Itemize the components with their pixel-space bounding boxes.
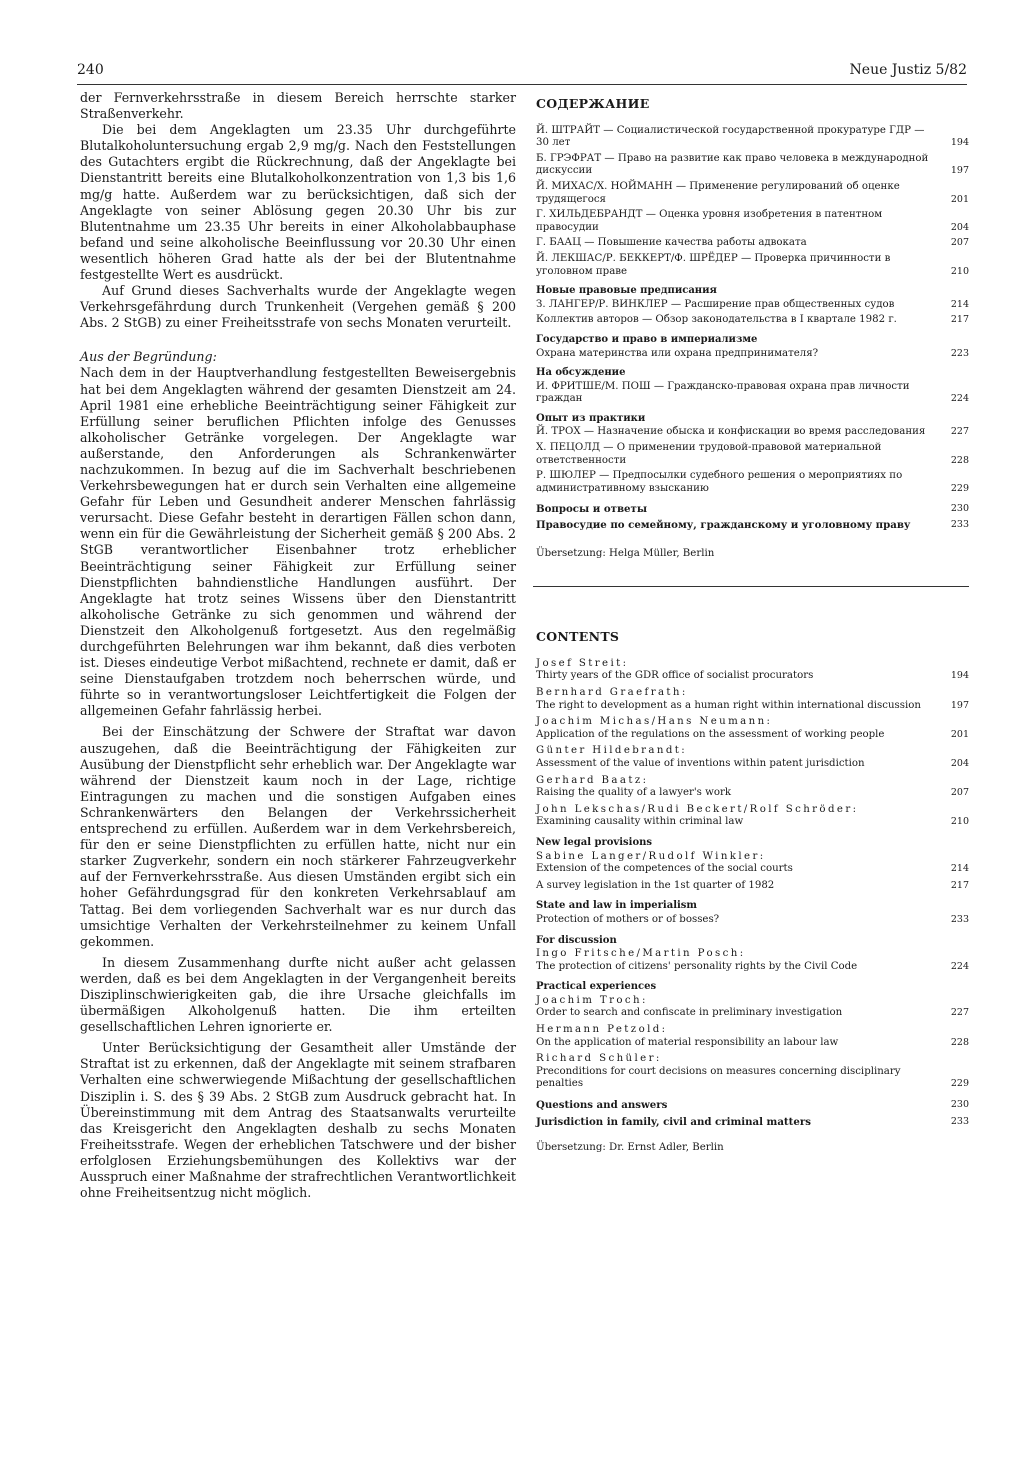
header-rule (77, 84, 967, 85)
paragraph: Auf Grund dieses Sachverhalts wurde der Angeklagte wegen Verkehrsgefährdung durch Trunkenheit (Vergehen gemäß § 200 Abs. 2 StGB) zu einer Freiheitsstrafe von sechs Monaten verurteilt. (80, 283, 516, 331)
toc-entry: Х. ПЕЦОЛД — О применении трудовой-правовой материальной ответственности 228 (536, 442, 969, 466)
paragraph: Nach dem in der Hauptverhandlung festgestellten Beweisergebnis hat bei dem Angeklagten während der gesamten Dienstzeit am 24. April 1981 eine erhebliche Beeinträchtigung seiner Fähigkeit zur Erfüllung seiner beruflichen Pflichten infolge des Genusses alkoholischer Getränke vorgelegen. Der Angeklagte war außerstande, den Anforderungen als Schrankenwärter nachzukommen. In bezug auf die im Sachverhalt beschriebenen Verkehrsbewegungen hat er durch sein Verhalten eine allgemeine Gefahr für Leben und Gesundheit anderer Menschen fahrlässig verursacht. Diese Gefahr besteht in derartigen Fällen schon dann, wenn ein für die Gewährleistung der Sicherheit gemäß § 200 Abs. 2 StGB verantwortlicher Eisenbahner trotz erheblicher Beeinträchtigung seiner Fähigkeit zur Erfüllung seiner Dienstpflichten bahndienstliche Handlungen ausführt. Der Angeklagte hat trotz seines Wissens über den Dienstantritt alkoholische Getränke zu sich genommen und während der Dienstzeit den Alkoholgenuß fortgesetzt. Aus den regelmäßig durchgeführten Belehrungen war ihm bekannt, daß dies verboten ist. Dieses eindeutige Verbot mißachtend, rechnete er damit, daß er seine Dienstaufgaben trotzdem noch beherrschen würde, und führte so in verantwortungsloser Leichtfertigkeit die Folgen der allgemeinen Gefahr fahrlässig herbei. (80, 365, 516, 719)
translator-credit: Übersetzung: Helga Müller, Berlin (536, 547, 715, 559)
toc-group-title: For discussion (536, 934, 617, 946)
toc-entry: Günter Hildebrandt: Assessment of the value of inventions within patent jurisdiction 204 (536, 745, 969, 769)
subheading: Aus der Begründung: (80, 349, 217, 365)
toc-entry: A survey legislation in the 1st quarter of 1982 217 (536, 879, 969, 891)
toc-entry: Jurisdiction in family, civil and criminal matters 233 (536, 1115, 969, 1128)
toc-entry: Коллектив авторов — Обзор законодательства в I квартале 1982 г. 217 (536, 314, 969, 326)
page-header (77, 62, 967, 84)
toc-entry: Охрана материнства или охрана предпринимателя? 223 (536, 347, 969, 359)
toc-entry: Protection of mothers or of bosses? 233 (536, 913, 969, 925)
toc-title: СОДЕРЖАНИЕ (536, 96, 650, 111)
journal-issue: Neue Justiz 5/82 (849, 62, 967, 78)
toc-entry: Й. ТРОХ — Назначение обыска и конфискации во время расследования 227 (536, 426, 969, 438)
toc-entry: Вопросы и ответы 230 (536, 503, 969, 516)
toc-entry: John Lekschas/Rudi Beckert/Rolf Schröder: Examining causality within criminal law 210 (536, 803, 969, 828)
toc-entry: Й. МИХАС/Х. НОЙМАНН — Применение регулирований об оценке трудящегося 201 (536, 180, 969, 205)
toc-entry: Р. ШЮЛЕР — Предпосылки судебного решения о мероприятиях по административному взысканию 229 (536, 470, 969, 494)
toc-entry: Sabine Langer/Rudolf Winkler: Extension of the competences of the social courts 214 (536, 850, 969, 875)
toc-entry: Joachim Troch: Order to search and confiscate in preliminary investigation 227 (536, 994, 969, 1019)
toc-group-title: New legal provisions (536, 836, 653, 848)
toc-entry: Ingo Fritsche/Martin Posch: The protection of citizens' personality rights by the Civil Code 224 (536, 948, 969, 972)
toc-entry: Bernhard Graefrath: The right to development as a human right within international discussion 197 (536, 687, 969, 711)
toc-entry: Gerhard Baatz: Raising the quality of a lawyer's work 207 (536, 774, 969, 799)
paragraph: Bei der Einschätzung der Schwere der Straftat war davon auszugehen, daß die Beeinträchtigung der Fähigkeiten zur Ausübung der Dienstpflicht sehr erheblich war. Der Angeklagte war während der Dienstzeit kaum noch in der Lage, richtige Eintragungen zu machen und die sonstigen Aufgaben eines Schrankenwärters den Belangen der Verkehrssicherheit entsprechend zu erfüllen. Außerdem war in dem Verkehrsbereich, für den er seine Dienstpflichten zu erfüllen hatte, nicht nur ein starker Zugverkehr, sondern ein noch stärkerer Fahrzeugverkehr auf der Fernverkehrsstraße. Aus diesen Umständen ergibt sich ein hoher Gefährdungsgrad für den konkreten Verkehrsablauf am Tattag. Bei dem vorliegenden Sachverhalt war es nur durch das umsichtige Verhalten der Verkehrsteilnehmer zu keinem Unfall gekommen. (80, 724, 516, 949)
toc-entry: Правосудие по семейному, гражданскому и уголовному праву 233 (536, 519, 969, 532)
toc-entry: Richard Schüler: Preconditions for court decisions on measures concerning disciplinary penalties 229 (536, 1053, 969, 1090)
paragraph: Unter Berücksichtigung der Gesamtheit aller Umstände der Straftat ist zu erkennen, daß der Angeklagte mit seinem strafbaren Verhalten eine schwerwiegende Mißachtung der gesellschaftlichen Disziplin i. S. des § 39 Abs. 2 StGB zum Ausdruck gebracht hat. In Übereinstimmung mit dem Antrag des Staatsanwalts verurteilte das Kreisgericht den Angeklagten deshalb zu sechs Monaten Freiheitsstrafe. Wegen der erheblichen Tatschwere und der bisher erfolglosen Erziehungsbemühungen des Kollektivs war der Ausspruch einer Maßnahme der strafrechtlichen Verantwortlichkeit ohne Freiheitsentzug nicht möglich. (80, 1040, 516, 1201)
page-number: 240 (77, 62, 104, 78)
toc-entry: И. ФРИТШЕ/М. ПОШ — Гражданско-правовая охрана прав личности граждан 224 (536, 380, 969, 405)
paragraph: Die bei dem Angeklagten um 23.35 Uhr durchgeführte Blutalkoholuntersuchung ergab 2,9 mg/g. Nach den Feststellungen des Gutachters ergibt die Rückrechnung, daß der Angeklagte bei Dienstantritt bereits eine Blutalkoholkonzentration von 1,3 bis 1,6 mg/g hatte. Außerdem war zu berücksichtigen, daß sich der Angeklagte von seiner Ablösung gegen 20.30 Uhr bis zur Blutentnahme um 23.35 Uhr bereits in einer Alkoholabbauphase befand und seine alkoholische Beeinflussung vor 20.30 Uhr einen wesentlich höheren Grad hatte als der bei der Blutentnahme festgestellte Wert es ausdrückt. (80, 122, 516, 283)
toc-russian (533, 98, 971, 560)
article-column (80, 90, 516, 1201)
toc-english (533, 631, 971, 1155)
paragraph: der Fernverkehrsstraße in diesem Bereich herrschte starker Straßenverkehr. (80, 90, 516, 122)
table-of-contents-column (533, 98, 971, 1155)
toc-entry: Й. ШТРАЙТ — Социалистической государственной прокуратуре ГДР — 30 лет 194 (536, 124, 969, 149)
toc-entry: Josef Streit: Thirty years of the GDR office of socialist procurators 194 (536, 657, 969, 682)
toc-entry: Й. ЛЕКШАС/Р. БЕККЕРТ/Ф. ШРЁДЕР — Проверка причинности в уголовном праве 210 (536, 252, 969, 277)
toc-entry: Г. БААЦ — Повышение качества работы адвоката 207 (536, 237, 969, 249)
toc-entry: З. ЛАНГЕР/Р. ВИНКЛЕР — Расширение прав общественных судов 214 (536, 298, 969, 310)
toc-entry: Б. ГРЭФРАТ — Право на развитие как право человека в международной дискуссии 197 (536, 152, 969, 177)
toc-group-title: Опыт из практики (536, 412, 646, 424)
toc-group-title: Новые правовые предписания (536, 285, 717, 297)
section-divider (533, 586, 969, 587)
toc-group-title: Practical experiences (536, 981, 657, 993)
toc-group-title: На обсуждение (536, 367, 626, 379)
toc-group-title: Государство и право в империализме (536, 333, 758, 345)
translator-credit: Übersetzung: Dr. Ernst Adler, Berlin (536, 1142, 724, 1154)
toc-group-title: State and law in imperialism (536, 900, 698, 912)
toc-entry: Г. ХИЛЬДЕБРАНДТ — Оценка уровня изобретения в патентном правосудии 204 (536, 209, 969, 233)
toc-entry: Joachim Michas/Hans Neumann: Application of the regulations on the assessment of working people 201 (536, 716, 969, 740)
paragraph: In diesem Zusammenhang durfte nicht außer acht gelassen werden, daß es bei dem Angeklagten in der Vergangenheit bereits Disziplinschwierigkeiten gab, die ihre Ursache gleichfalls im übermäßigen Alkoholgenuß hatten. Die ihm erteilten gesellschaftlichen Lehren ignorierte er. (80, 954, 516, 1035)
toc-title: CONTENTS (536, 629, 620, 645)
toc-entry: Hermann Petzold: On the application of material responsibility an labour law 228 (536, 1024, 969, 1048)
toc-entry: Questions and answers 230 (536, 1099, 969, 1112)
